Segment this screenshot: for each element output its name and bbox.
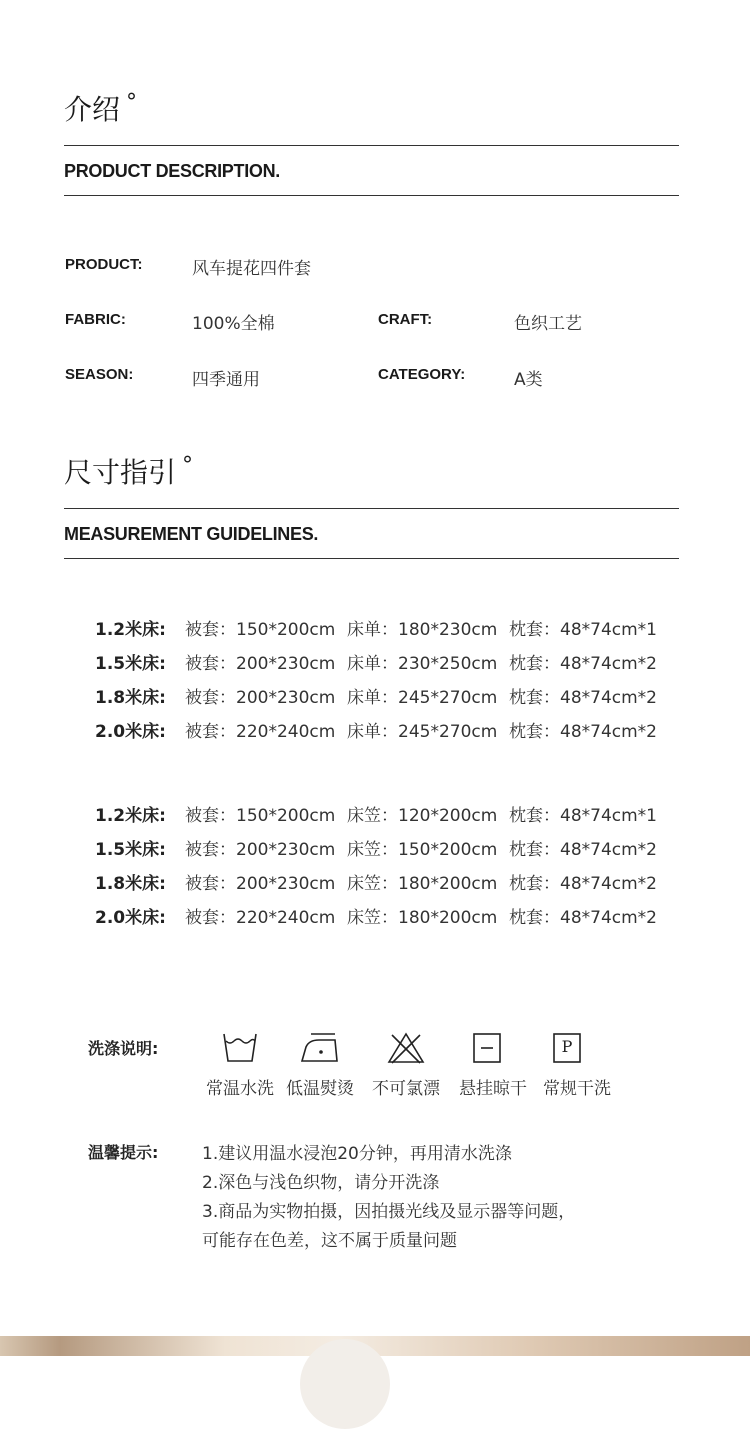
divider [64,195,679,196]
size-row-duvet: 被套：200*230cm [185,840,336,860]
tips-label: 温馨提示: [88,1143,159,1162]
field-key-craft: CRAFT: [378,311,433,328]
size-row-sheet: 床笠：180*200cm [347,908,498,928]
size-row-bed: 1.8米床: [95,874,166,894]
size-row-duvet: 被套：220*240cm [185,908,336,928]
field-key-category: CATEGORY: [378,366,466,383]
tip-line: 可能存在色差，这不属于质量问题 [202,1231,457,1251]
size-row-duvet: 被套：150*200cm [185,620,336,640]
field-key-product: PRODUCT: [65,256,143,273]
size-row-bed: 1.5米床: [95,840,166,860]
size-row-pillow: 枕套：48*74cm*1 [509,806,657,826]
dry-clean-icon [544,1031,590,1065]
tip-line: 2.深色与浅色织物，请分开洗涤 [202,1173,440,1193]
size-row-pillow: 枕套：48*74cm*2 [509,874,657,894]
size-title-en: MEASUREMENT GUIDELINES. [64,524,319,544]
tip-line: 3.商品为实物拍摄，因拍摄光线及显示器等问题， [202,1202,576,1222]
dry-clean-symbol: P [561,1037,573,1056]
wash-caption: 常温水洗 [206,1079,274,1099]
divider [64,145,679,146]
iron-caption: 低温熨烫 [286,1079,354,1099]
iron-icon [297,1031,343,1065]
size-row-duvet: 被套：200*230cm [185,688,336,708]
product-photo-plate [300,1339,390,1429]
field-value-category: A类 [514,370,543,390]
size-title [64,451,193,491]
size-row-bed: 1.2米床: [95,806,166,826]
hang-dry-icon [464,1031,510,1065]
size-row-duvet: 被套：220*240cm [185,722,336,742]
size-row-sheet: 床单：245*270cm [347,688,498,708]
size-row-sheet: 床单：230*250cm [347,654,498,674]
field-key-fabric: FABRIC: [65,311,126,328]
size-degree: ° [182,453,194,478]
size-row-pillow: 枕套：48*74cm*1 [509,620,657,640]
size-row-bed: 2.0米床: [95,722,166,742]
bleach-caption: 不可氯漂 [372,1079,440,1099]
wash-tub-icon [217,1031,263,1065]
tip-line: 1.建议用温水浸泡20分钟，再用清水洗涤 [202,1144,512,1164]
no-bleach-icon [383,1031,429,1065]
dryclean-caption: 常规干洗 [543,1079,611,1099]
intro-title-en: PRODUCT DESCRIPTION. [64,161,281,181]
size-row-pillow: 枕套：48*74cm*2 [509,908,657,928]
size-row-pillow: 枕套：48*74cm*2 [509,722,657,742]
size-row-bed: 1.2米床: [95,620,166,640]
field-value-fabric: 100%全棉 [192,314,275,334]
intro-degree: ° [126,90,138,115]
size-row-sheet: 床单：180*230cm [347,620,498,640]
size-row-sheet: 床单：245*270cm [347,722,498,742]
size-row-sheet: 床笠：150*200cm [347,840,498,860]
size-row-bed: 1.8米床: [95,688,166,708]
intro-title-cn: 介绍 [64,93,121,126]
size-row-sheet: 床笠：120*200cm [347,806,498,826]
field-value-product: 风车提花四件套 [192,259,311,279]
size-title-cn: 尺寸指引 [64,456,177,489]
divider [64,508,679,509]
size-row-bed: 1.5米床: [95,654,166,674]
size-row-pillow: 枕套：48*74cm*2 [509,654,657,674]
hang-caption: 悬挂晾干 [459,1079,527,1099]
field-value-season: 四季通用 [192,370,260,390]
field-key-season: SEASON: [65,366,134,383]
intro-title [64,88,137,128]
size-row-duvet: 被套：200*230cm [185,874,336,894]
size-row-duvet: 被套：200*230cm [185,654,336,674]
size-row-bed: 2.0米床: [95,908,166,928]
size-row-duvet: 被套：150*200cm [185,806,336,826]
size-row-pillow: 枕套：48*74cm*2 [509,840,657,860]
size-row-sheet: 床笠：180*200cm [347,874,498,894]
divider [64,558,679,559]
washing-label: 洗涤说明: [88,1039,159,1058]
size-row-pillow: 枕套：48*74cm*2 [509,688,657,708]
field-value-craft: 色织工艺 [514,314,582,334]
